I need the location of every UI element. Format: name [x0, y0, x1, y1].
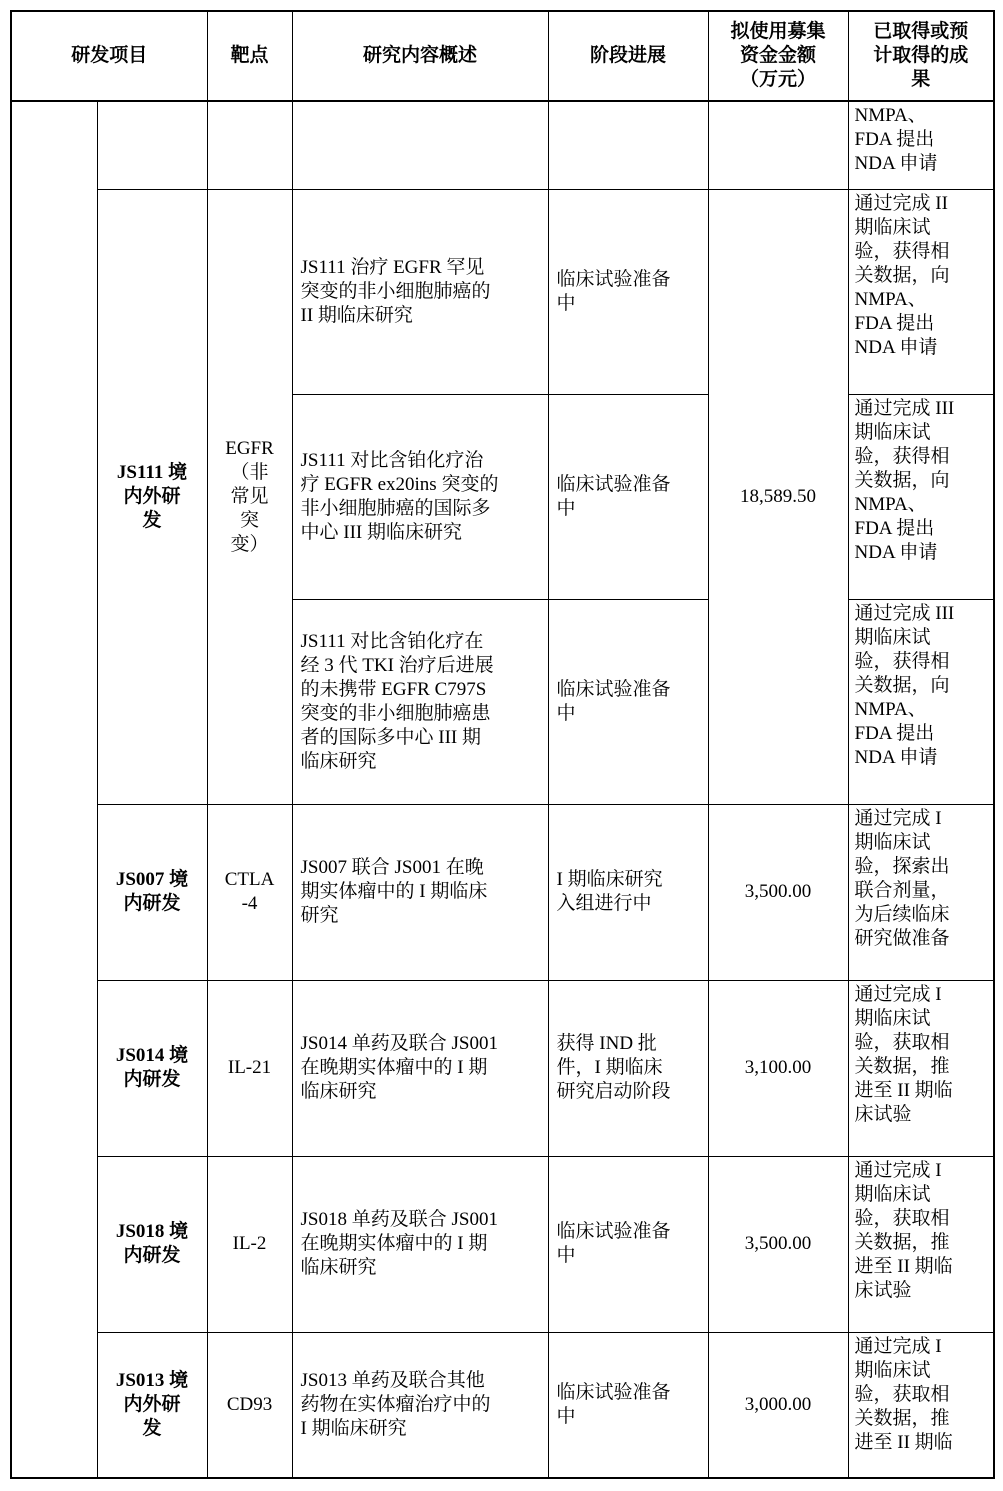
cont-result-cell: NMPA、 FDA 提出 NDA 申请: [848, 101, 994, 189]
amount-cell: 3,500.00: [708, 1156, 848, 1332]
content-cell: JS013 单药及联合其他 药物在实体瘤治疗中的 I 期临床研究: [292, 1332, 548, 1478]
result-cell: 通过完成 II 期临床试 验，获得相 关数据，向 NMPA、 FDA 提出 NDA 申请: [848, 189, 994, 394]
target-cell-js018: IL-2: [207, 1156, 292, 1332]
content-cell: JS111 对比含铂化疗在 经 3 代 TKI 治疗后进展 的未携带 EGFR C797S 突变的非小细胞肺癌患 者的国际多中心 III 期 临床研究: [292, 599, 548, 804]
table-row: [11, 189, 994, 394]
result-cell: 通过完成 I 期临床试 验，获取相 关数据，推 进至 II 期临: [848, 1332, 994, 1478]
cont-content-cell: [292, 101, 548, 189]
project-cell-js014: JS014 境 内研发: [97, 980, 207, 1156]
table-row: [11, 804, 994, 980]
target-cell-js007: CTLA -4: [207, 804, 292, 980]
stage-cell: 获得 IND 批 件，I 期临床 研究启动阶段: [548, 980, 708, 1156]
header-target: 靶点: [207, 11, 292, 101]
cont-stage-cell: [548, 101, 708, 189]
header-stage: 阶段进展: [548, 11, 708, 101]
content-cell: JS014 单药及联合 JS001 在晚期实体瘤中的 I 期 临床研究: [292, 980, 548, 1156]
result-cell: 通过完成 III 期临床试 验，获得相 关数据，向 NMPA、 FDA 提出 NDA 申请: [848, 394, 994, 599]
cont-target-cell: [207, 101, 292, 189]
table-header-row: [11, 11, 994, 101]
target-cell-js014: IL-21: [207, 980, 292, 1156]
content-cell: JS111 治疗 EGFR 罕见 突变的非小细胞肺癌的 II 期临床研究: [292, 189, 548, 394]
stage-cell: I 期临床研究 入组进行中: [548, 804, 708, 980]
stage-cell: 临床试验准备 中: [548, 1332, 708, 1478]
cont-project-cell: [97, 101, 207, 189]
cont-amount-cell: [708, 101, 848, 189]
header-result: 已取得或预 计取得的成 果: [848, 11, 994, 101]
table-row: [11, 980, 994, 1156]
header-amount: 拟使用募集 资金金额 （万元）: [708, 11, 848, 101]
category-cell-empty: [11, 101, 97, 1478]
project-cell-js007: JS007 境 内研发: [97, 804, 207, 980]
result-cell: 通过完成 III 期临床试 验，获得相 关数据，向 NMPA、 FDA 提出 NDA 申请: [848, 599, 994, 804]
result-cell: 通过完成 I 期临床试 验，获取相 关数据，推 进至 II 期临 床试验: [848, 980, 994, 1156]
amount-cell: 3,000.00: [708, 1332, 848, 1478]
content-cell: JS111 对比含铂化疗治 疗 EGFR ex20ins 突变的 非小细胞肺癌的国际多 中心 III 期临床研究: [292, 394, 548, 599]
table-row: [11, 1156, 994, 1332]
result-cell: 通过完成 I 期临床试 验，探索出 联合剂量， 为后续临床 研究做准备: [848, 804, 994, 980]
stage-cell: 临床试验准备 中: [548, 599, 708, 804]
amount-cell: 3,500.00: [708, 804, 848, 980]
project-cell-js013: JS013 境 内外研 发: [97, 1332, 207, 1478]
stage-cell: 临床试验准备 中: [548, 1156, 708, 1332]
table-row-continuation: [11, 101, 994, 189]
content-cell: JS007 联合 JS001 在晚 期实体瘤中的 I 期临床 研究: [292, 804, 548, 980]
document-page: [10, 10, 993, 1481]
project-cell-js111: JS111 境 内外研 发: [97, 189, 207, 804]
rd-project-table: [10, 10, 995, 1479]
stage-cell: 临床试验准备 中: [548, 189, 708, 394]
amount-cell: 3,100.00: [708, 980, 848, 1156]
header-project: 研发项目: [11, 11, 207, 101]
target-cell-js013: CD93: [207, 1332, 292, 1478]
stage-cell: 临床试验准备 中: [548, 394, 708, 599]
result-cell: 通过完成 I 期临床试 验，获取相 关数据，推 进至 II 期临 床试验: [848, 1156, 994, 1332]
amount-cell-js111: 18,589.50: [708, 189, 848, 804]
header-content: 研究内容概述: [292, 11, 548, 101]
table-row: [11, 1332, 994, 1478]
content-cell: JS018 单药及联合 JS001 在晚期实体瘤中的 I 期 临床研究: [292, 1156, 548, 1332]
target-cell-js111: EGFR （非 常见 突 变）: [207, 189, 292, 804]
project-cell-js018: JS018 境 内研发: [97, 1156, 207, 1332]
